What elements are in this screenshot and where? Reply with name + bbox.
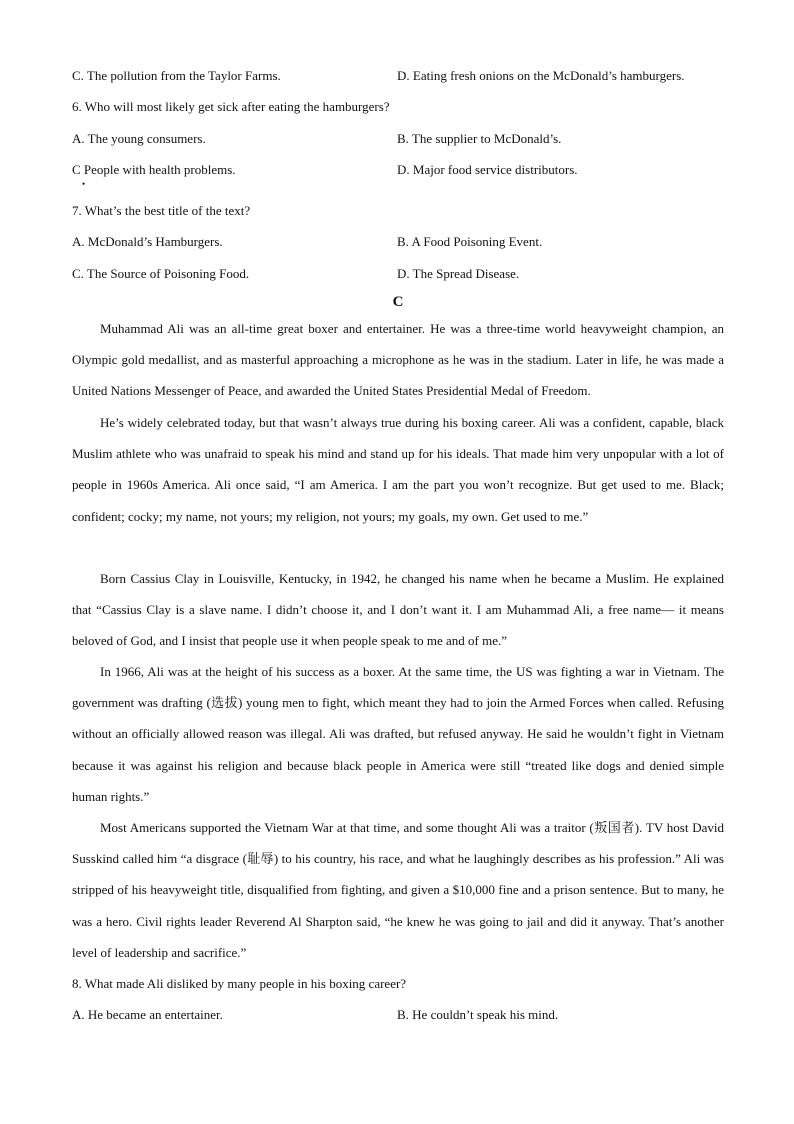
q6-option-c: C People with health problems. [72,162,236,177]
stray-dot-mark: • [82,179,86,189]
q5-option-c: C. The pollution from the Taylor Farms. [72,68,281,83]
q6-options-row-cd [72,160,724,180]
q7-option-a: A. McDonald’s Hamburgers. [72,234,223,249]
q5-option-d: D. Eating fresh onions on the McDonald’s hamburgers. [397,68,685,83]
passage-paragraph: He’s widely celebrated today, but that wasn’t always true during his boxing career. Ali was a confident, capable, black Muslim athlete who was unafraid to speak his mind and stand up for his ideals. That made him very unpopular with a lot of people in 1960s America. Ali once said, “I am America. I am the part you won’t recognize. But get used to me. Black; confident; cocky; my name, not yours; my religion, not yours; my goals, my own. Get used to me.” [72,415,724,524]
passage-paragraph: Most Americans supported the Vietnam War at that time, and some thought Ali was a traitor (叛国者). TV host David Susskind called him “a disgrace (耻辱) to his country, his race, and what he laughingly describes as his profession.” Ali was stripped of his heavyweight title, disqualified from fighting, and given a $10,000 fine and a prison sentence. But to many, he was a hero. Civil rights leader Reverend Al Sharpton said, “he knew he was going to jail and did it anyway. That’s another level of leadership and sacrifice.” [72,820,724,960]
q6-question: 6. Who will most likely get sick after eating the hamburgers? [72,99,390,114]
q7-option-b: B. A Food Poisoning Event. [397,234,543,249]
section-heading: C [392,294,404,310]
passage-paragraph: In 1966, Ali was at the height of his success as a boxer. At the same time, the US was fighting a war in Vietnam. The government was drafting (选拔) young men to fight, which meant they had to join the Armed Forces when called. Refusing without an officially allowed reason was illegal. Ali was drafted, but refused anyway. He said he wouldn’t fight in Vietnam because it was against his religion and because black people in America were still “treated like dogs and denied simple human rights.” [72,664,724,804]
q8-question: 8. What made Ali disliked by many people in his boxing career? [72,976,407,991]
passage-paragraph: Muhammad Ali was an all-time great boxer and entertainer. He was a three-time world heavyweight champion, an Olympic gold medallist, and as masterful approaching a microphone as he was in the stadium. Later in life, he was made a United Nations Messenger of Peace, and awarded the United States Presidential Medal of Freedom. [72,321,724,399]
q6-option-b: B. The supplier to McDonald’s. [397,131,562,146]
q7-option-c: C. The Source of Poisoning Food. [72,266,250,281]
q8-option-a: A. He became an entertainer. [72,1007,223,1022]
q7-options-row-cd [72,264,724,284]
q8-options-row-ab [72,1005,724,1025]
q7-option-d: D. The Spread Disease. [397,266,520,281]
passage-paragraph: Born Cassius Clay in Louisville, Kentucky, in 1942, he changed his name when he became a Muslim. He explained that “Cassius Clay is a slave name. I didn’t choose it, and I don’t want it. I am Muhammad Ali, a free name— it means beloved of God, and I insist that people use it when people speak to me and of me.” [72,571,724,649]
q6-options-row-ab [72,129,724,149]
q8-option-b: B. He couldn’t speak his mind. [397,1007,559,1022]
q6-option-a: A. The young consumers. [72,131,206,146]
q5-options-row-cd [72,66,724,86]
q6-option-d: D. Major food service distributors. [397,162,578,177]
q7-question: 7. What’s the best title of the text? [72,203,251,218]
q7-options-row-ab [72,232,724,252]
